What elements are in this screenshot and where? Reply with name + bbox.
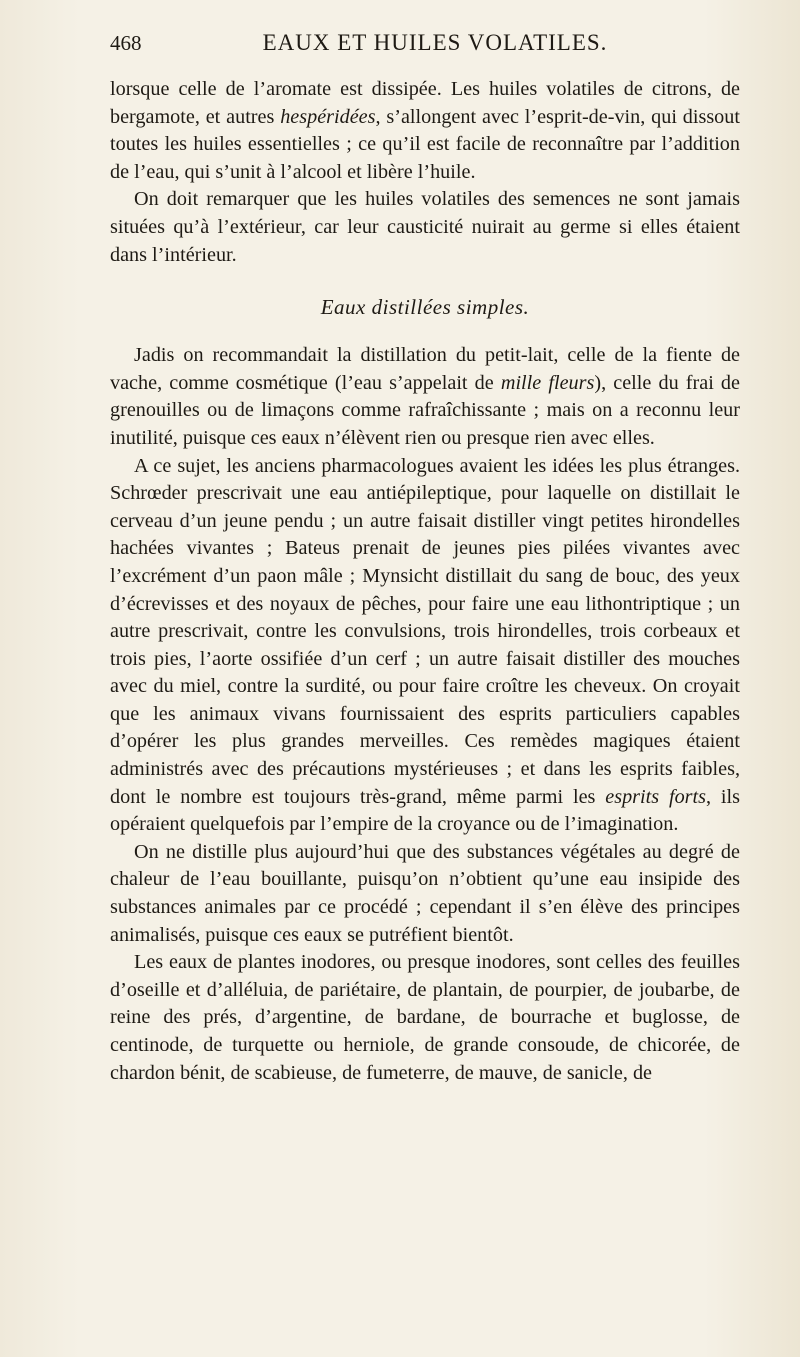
- page-number: 468: [110, 31, 142, 55]
- section-heading: Eaux distillées simples.: [320, 295, 530, 320]
- paragraph-pharmacologues: A ce sujet, les anciens pharmacologues avaient les idées les plus étranges. Schrœder prescrivait une eau antiépileptique, pour laquelle on distillait le cerveau d’un jeune pendu ; un autre faisait distiller vingt petites hirondelles hachées vivantes ; Bateus prenait de jeunes pies pilées vivantes avec l’excrément d’un paon mâle ; Mynsicht distillait du sang de bouc, des yeux d’écrevisses et des noyaux de pêches, pour faire une eau lithontriptique ; un autre prescrivait, contre les convulsions, trois hirondelles, trois corbeaux et trois pies, l’aorte ossifiée d’un cerf ; un autre faisait distiller des mouches avec du miel, contre la surdité, ou pour faire croître les cheveux. On croyait que les animaux vivans fournissaient des esprits particuliers capables d’opérer les plus grandes merveilles. Ces remèdes magiques étaient administrés avec des précautions mystérieuses ; et dans les esprits faibles, dont le nombre est toujours très-grand, même parmi les esprits forts, ils opéraient quelquefois par l’empire de la croyance ou de l’imagination.: [110, 454, 740, 836]
- italic-term: mille fleurs: [500, 371, 595, 394]
- italic-term: hespéridées: [280, 105, 376, 128]
- running-title: EAUX ET HUILES VOLATILES.: [262, 30, 608, 55]
- paragraph-jadis: Jadis on recommandait la distillation du petit-lait, celle de la fiente de vache, comme cosmétique (l’eau s’appelait de mille fleurs), celle du frai de grenouilles ou de limaçons comme rafraîchissante ; mais on a reconnu leur inutilité, puisque ces eaux n’élèvent rien ou presque rien avec elles.: [110, 344, 740, 449]
- paragraph-distillation: On ne distille plus aujourd’hui que des substances végétales au degré de chaleur de l’eau bouillante, puisqu’on n’obtient qu’une eau insipide des substances animales par ce procédé ; cependant il s’en élève des principes animalisés, puisque ces eaux se putréfient bientôt.: [110, 840, 740, 946]
- paragraph-semences: On doit remarquer que les huiles volatiles des semences ne sont jamais situées qu’à l’extérieur, car leur causticité nuirait au germe si elles étaient dans l’intérieur.: [110, 188, 740, 266]
- page-header: [110, 30, 740, 66]
- paragraph-plantes-inodores: Les eaux de plantes inodores, ou presque inodores, sont celles des feuilles d’oseille et d’alléluia, de pariétaire, de plantain, de pourpier, de joubarbe, de reine des prés, d’argentine, de bardane, de bourrache et buglosse, de centinode, de turquette ou herniole, de grande consoude, de chicorée, de chardon bénit, de scabieuse, de fumeterre, de mauve, de sanicle, de: [110, 951, 740, 1084]
- italic-term: esprits forts: [605, 785, 706, 808]
- paragraph-huiles-volatiles: lorsque celle de l’aromate est dissipée. Les huiles volatiles de citrons, de bergamote, et autres hespéridées, s’allongent avec l’esprit-de-vin, qui dissout toutes les huiles essentielles ; ce qu’il est facile de reconnaître par l’addition de l’eau, qui s’unit à l’alcool et libère l’huile.: [110, 78, 740, 183]
